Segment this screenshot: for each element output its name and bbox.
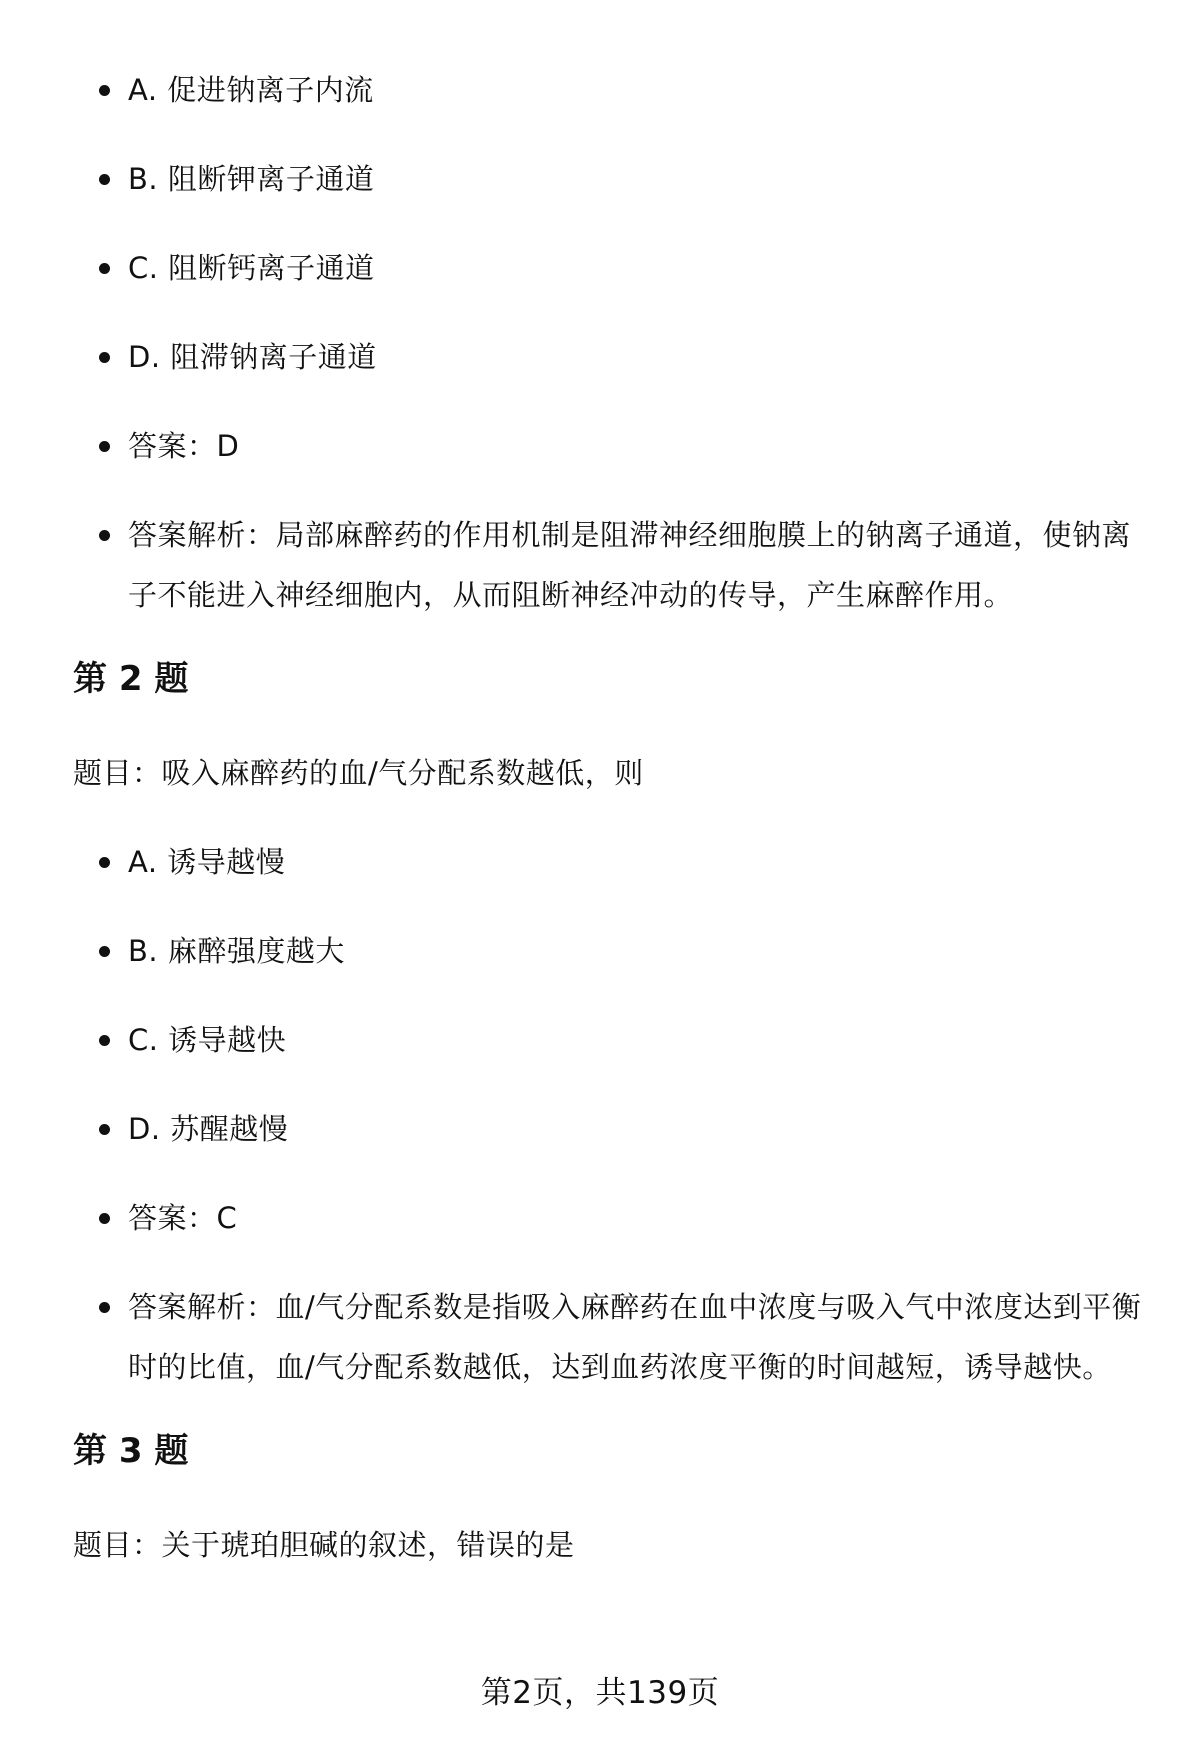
q2-question: 题目：吸入麻醉药的血/气分配系数越低，则	[73, 756, 644, 790]
q2-option-a: A. 诱导越慢	[73, 832, 1153, 892]
q1-option-d: D. 阻滞钠离子通道	[73, 327, 1153, 387]
q1-option-c: C. 阻断钙离子通道	[73, 238, 1153, 298]
q3-question: 题目：关于琥珀胆碱的叙述，错误的是	[73, 1528, 575, 1562]
bullet-icon	[99, 441, 110, 452]
q2-explanation: 答案解析：血/气分配系数是指吸入麻醉药在血中浓度与吸入气中浓度达到平衡时的比值，血/气分配系数越低，达到血药浓度平衡的时间越短，诱导越快。	[73, 1277, 1153, 1397]
q2-answer: 答案：C	[73, 1188, 1153, 1248]
q1-answer: 答案：D	[73, 416, 1153, 476]
page-number-footer: 第2页，共139页	[480, 1675, 720, 1711]
q1-option-b: B. 阻断钾离子通道	[73, 149, 1153, 209]
q1-option-a: A. 促进钠离子内流	[73, 60, 1153, 120]
document-page	[73, 60, 1153, 1604]
q2-option-list	[73, 832, 1153, 1397]
q1-option-list	[73, 60, 1153, 625]
bullet-icon	[99, 530, 110, 541]
q2-heading: 第 2 题	[73, 659, 189, 699]
q2-option-b: B. 麻醉强度越大	[73, 921, 1153, 981]
bullet-icon	[99, 174, 110, 185]
bullet-icon	[99, 1213, 110, 1224]
q3-heading: 第 3 题	[73, 1431, 189, 1471]
q1-explanation: 答案解析：局部麻醉药的作用机制是阻滞神经细胞膜上的钠离子通道，使钠离子不能进入神经细胞内，从而阻断神经冲动的传导，产生麻醉作用。	[73, 505, 1153, 625]
bullet-icon	[99, 1302, 110, 1313]
bullet-icon	[99, 1035, 110, 1046]
q2-option-d: D. 苏醒越慢	[73, 1099, 1153, 1159]
q2-option-c: C. 诱导越快	[73, 1010, 1153, 1070]
bullet-icon	[99, 857, 110, 868]
bullet-icon	[99, 85, 110, 96]
bullet-icon	[99, 1124, 110, 1135]
bullet-icon	[99, 263, 110, 274]
bullet-icon	[99, 946, 110, 957]
bullet-icon	[99, 352, 110, 363]
